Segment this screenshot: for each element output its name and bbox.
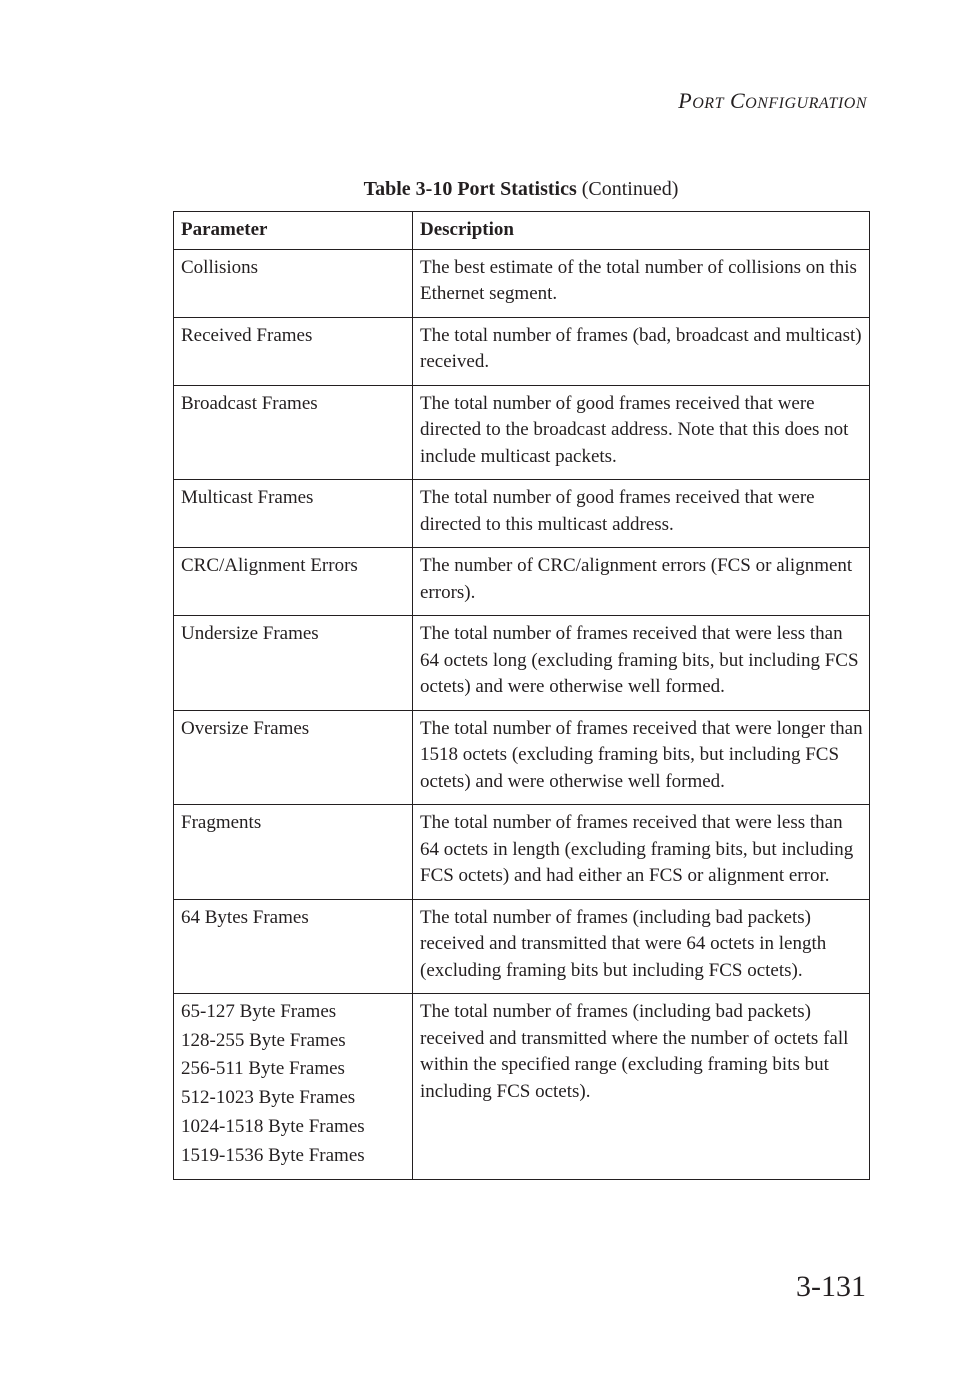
description-cell: The total number of good frames received that were directed to this multicast address. <box>413 480 870 548</box>
header-cap-2: C <box>729 88 746 113</box>
table-header-row <box>174 212 870 250</box>
table-row <box>174 317 870 385</box>
header-cap-1: P <box>678 88 693 113</box>
description-cell: The total number of frames received that were less than 64 octets in length (excluding framing bits, but including FCS octets) and had either an FCS or alignment error. <box>413 805 870 900</box>
description-cell: The total number of frames received that were less than 64 octets long (excluding framing bits, but including FCS octets) and were otherwise well formed. <box>413 616 870 711</box>
description-cell: The best estimate of the total number of collisions on this Ethernet segment. <box>413 249 870 317</box>
description-cell: The number of CRC/alignment errors (FCS or alignment errors). <box>413 548 870 616</box>
table-row <box>174 616 870 711</box>
column-header-parameter: Parameter <box>174 212 413 250</box>
column-header-description: Description <box>413 212 870 250</box>
parameter-cell: Collisions <box>174 249 413 317</box>
parameter-line: 512-1023 Byte Frames <box>181 1087 356 1109</box>
table-row <box>174 548 870 616</box>
description-cell: The total number of frames (including bad packets) received and transmitted where the number of octets fall within the specified range (excluding framing bits but including FCS octets). <box>413 994 870 1180</box>
description-cell: The total number of frames (bad, broadcast and multicast) received. <box>413 317 870 385</box>
table-row <box>174 805 870 900</box>
running-header <box>678 88 867 114</box>
description-cell: The total number of frames received that were longer than 1518 octets (excluding framing bits, but including FCS octets) and were otherwise well formed. <box>413 710 870 805</box>
parameter-cell: Multicast Frames <box>174 480 413 548</box>
table-row <box>174 249 870 317</box>
table-caption-label: Table 3-10 Port Statistics <box>363 178 577 200</box>
parameter-line: 128-255 Byte Frames <box>181 1029 346 1051</box>
table-row <box>174 994 870 1180</box>
port-statistics-table <box>173 211 870 1180</box>
parameter-cell: Received Frames <box>174 317 413 385</box>
table-row <box>174 480 870 548</box>
parameter-cell: Fragments <box>174 805 413 900</box>
parameter-cell: Broadcast Frames <box>174 385 413 480</box>
parameter-cell: CRC/Alignment Errors <box>174 548 413 616</box>
table-row <box>174 385 870 480</box>
parameter-line: 256-511 Byte Frames <box>181 1058 345 1080</box>
parameter-line: 1024-1518 Byte Frames <box>181 1115 365 1137</box>
parameter-cell: Oversize Frames <box>174 710 413 805</box>
table-row <box>174 710 870 805</box>
table-caption <box>173 178 869 201</box>
parameter-line: 65-127 Byte Frames <box>181 1001 337 1022</box>
table-caption-suffix: (Continued) <box>576 178 679 200</box>
header-rest-1: ORT <box>692 95 724 112</box>
description-cell: The total number of frames (including bad packets) received and transmitted that were 64 octets in length (excluding framing bits but including FCS octets). <box>413 899 870 994</box>
page-number: 3-131 <box>796 1270 866 1303</box>
parameter-list <box>181 998 406 1170</box>
parameter-cell: Undersize Frames <box>174 616 413 711</box>
parameter-cell: 64 Bytes Frames <box>174 899 413 994</box>
parameter-cell <box>174 994 413 1180</box>
header-rest-2: ONFIGURATION <box>745 95 867 112</box>
parameter-line: 1519-1536 Byte Frames <box>181 1144 365 1166</box>
table-row <box>174 899 870 994</box>
description-cell: The total number of good frames received that were directed to the broadcast address. Note that this does not include multicast packets. <box>413 385 870 480</box>
